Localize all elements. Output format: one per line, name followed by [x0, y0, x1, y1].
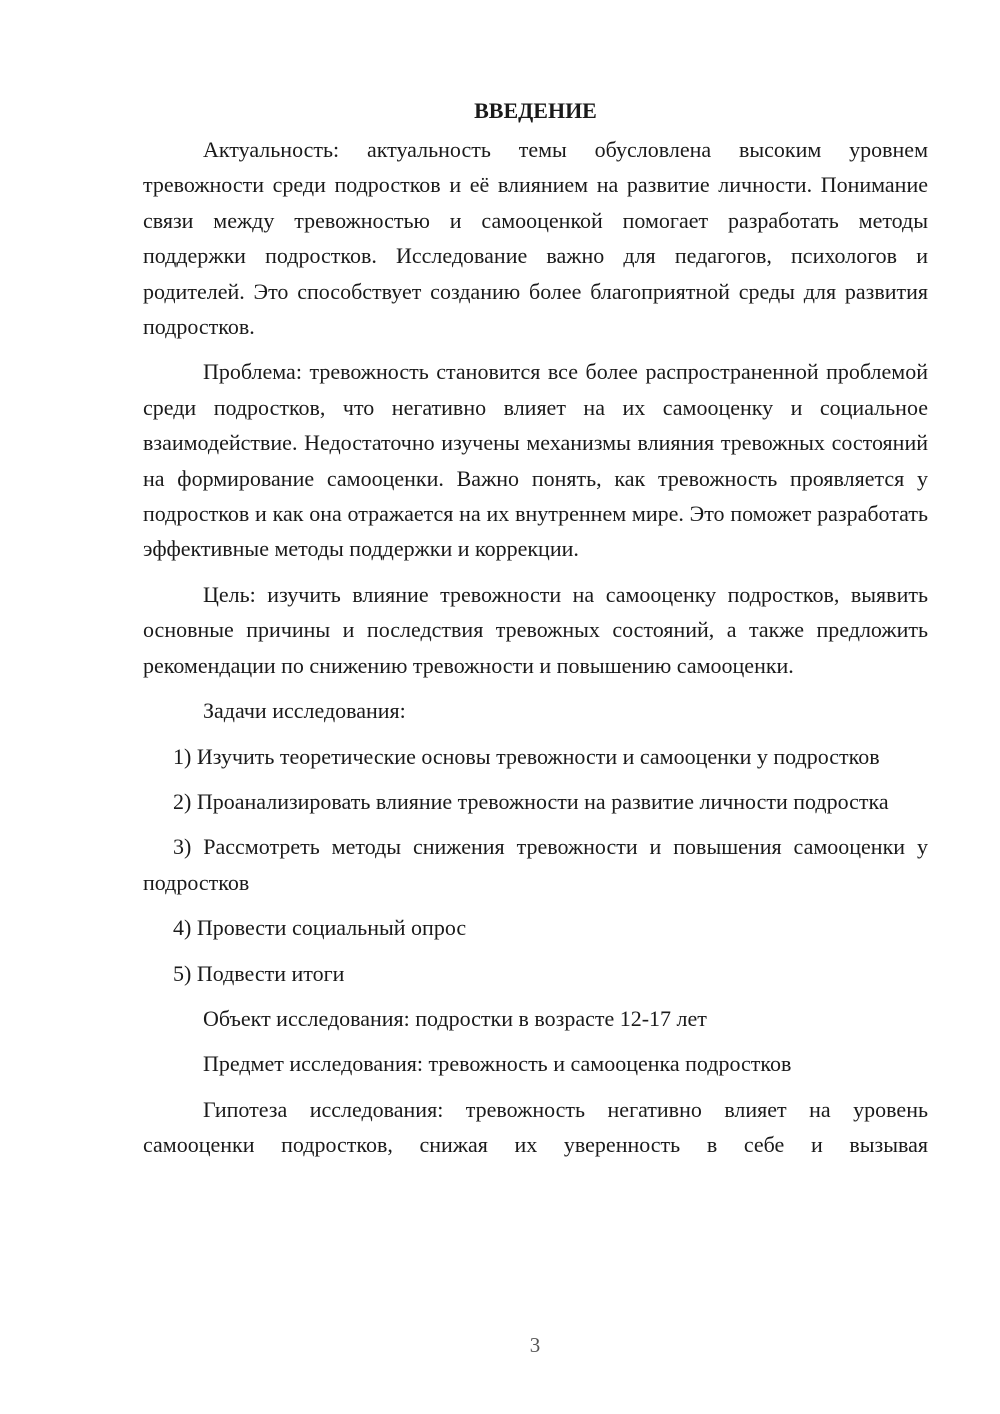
subject-paragraph: Предмет исследования: тревожность и самооценка подростков [203, 1051, 792, 1077]
task-item-3: 3) Рассмотреть методы снижения тревожности и повышения самооценки у подростков [143, 834, 928, 895]
task-item-5: 5) Подвести итоги [173, 960, 345, 986]
task-item-2: 2) Проанализировать влияние тревожности на развитие личности подростка [173, 788, 889, 814]
relevance-paragraph: Актуальность: актуальность темы обусловлена высоким уровнем тревожности среди подростков и её влиянием на развитие личности. Понимание связи между тревожностью и самооценкой помогает разработать методы поддержки подростков. Исследование важно для педагогов, психологов и родителей. Это способствует созданию более благоприятной среды для развития подростков. [143, 137, 928, 340]
hypothesis-paragraph: Гипотеза исследования: тревожность негативно влияет на уровень самооценки подростков, снижая их уверенность в себе и вызывая [143, 1096, 928, 1158]
document-page [143, 96, 928, 1173]
task-item-1: 1) Изучить теоретические основы тревожности и самооценки у подростков [173, 743, 880, 769]
task-item-4: 4) Провести социальный опрос [173, 915, 467, 941]
object-paragraph: Объект исследования: подростки в возрасте 12-17 лет [203, 1005, 707, 1031]
page-number: 3 [529, 1333, 541, 1357]
problem-paragraph: Проблема: тревожность становится все более распространенной проблемой среди подростков, что негативно влияет на их самооценку и социальное взаимодействие. Недостаточно изучены механизмы влияния тревожных состояний на формирование самооценки. Важно понять, как тревожность проявляется у подростков и как она отражается на их внутреннем мире. Это поможет разработать эффективные методы поддержки и коррекции. [143, 359, 928, 562]
tasks-heading: Задачи исследования: [203, 698, 406, 724]
page-title: ВВЕДЕНИЕ [474, 98, 597, 123]
goal-paragraph: Цель: изучить влияние тревожности на самооценку подростков, выявить основные причины и последствия тревожных состояний, а также предложить рекомендации по снижению тревожности и повышению самооценки. [143, 581, 928, 678]
